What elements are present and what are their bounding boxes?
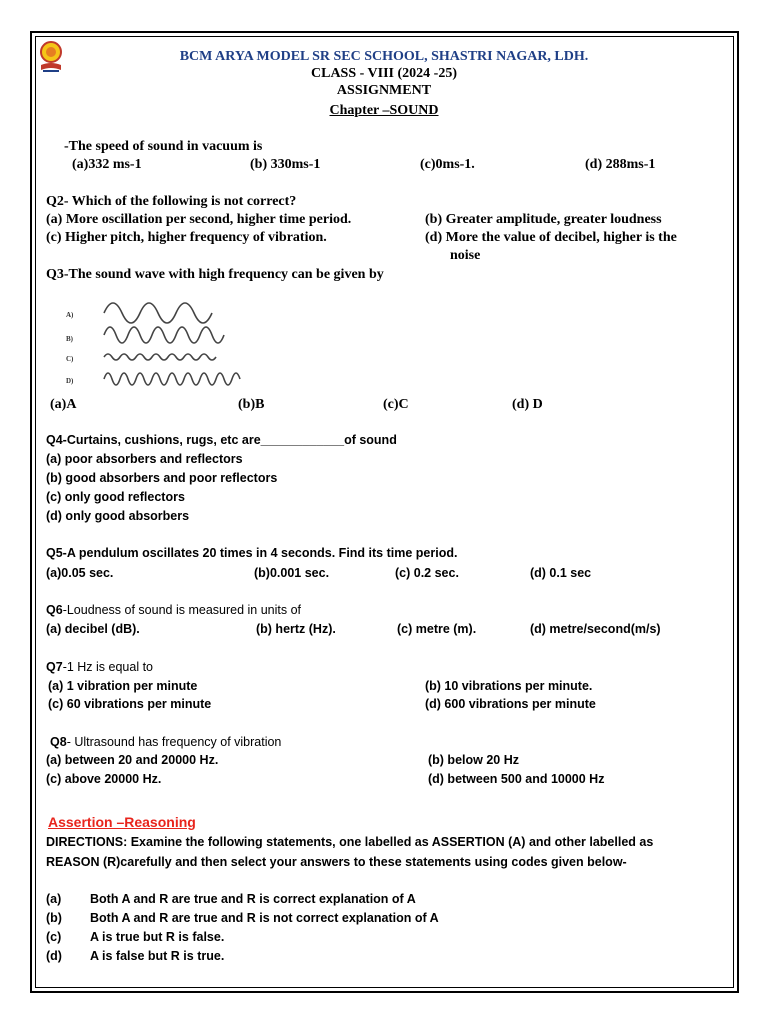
q6-text: -Loudness of sound is measured in units of — [62, 603, 302, 617]
wave-label-b: B) — [66, 335, 73, 343]
wave-label-c: C) — [66, 355, 74, 363]
code-b-key: (b) — [46, 911, 62, 925]
wave-label-a: A) — [66, 311, 74, 319]
q7-option-c: (c) 60 vibrations per minute — [48, 697, 212, 711]
q8-option-a: (a) between 20 and 20000 Hz. — [46, 753, 219, 767]
wave-d — [104, 373, 240, 385]
q4-option-b: (b) good absorbers and poor reflectors — [46, 471, 278, 485]
q7-label: Q7 — [46, 660, 63, 674]
q3-option-b: (b)B — [238, 397, 265, 412]
wave-diagram — [64, 297, 249, 389]
directions-line-2: REASON (R)carefully and then select your answers to these statements using codes given below- — [46, 855, 627, 869]
q5-text: Q5-A pendulum oscillates 20 times in 4 seconds. Find its time period. — [46, 546, 458, 560]
q2-option-d-cont: noise — [450, 248, 481, 263]
q7-option-d: (d) 600 vibrations per minute — [425, 697, 596, 711]
q3-option-c: (c)C — [383, 397, 409, 412]
q2-option-a: (a) More oscillation per second, higher time period. — [46, 212, 352, 227]
q2-option-d: (d) More the value of decibel, higher is the — [425, 230, 677, 245]
q8-option-d: (d) between 500 and 10000 Hz — [428, 772, 605, 786]
q7-option-a: (a) 1 vibration per minute — [48, 679, 198, 693]
q8-label: Q8 — [50, 735, 67, 749]
q5-option-d: (d) 0.1 sec — [530, 566, 592, 580]
wave-c — [104, 354, 216, 360]
code-a-text: Both A and R are true and R is correct explanation of A — [90, 892, 416, 906]
school-name: BCM ARYA MODEL SR SEC SCHOOL, SHASTRI NAGAR, LDH. — [179, 49, 589, 64]
q2-option-c: (c) Higher pitch, higher frequency of vibration. — [46, 230, 327, 245]
q7-option-b: (b) 10 vibrations per minute. — [425, 679, 593, 693]
q2-text: Q2- Which of the following is not correct? — [46, 194, 297, 209]
class-title: CLASS - VIII (2024 -25) — [311, 66, 457, 81]
q2-option-b: (b) Greater amplitude, greater loudness — [425, 212, 662, 227]
code-d-key: (d) — [46, 949, 62, 963]
code-d-text: A is false but R is true. — [90, 949, 225, 963]
q7-text: -1 Hz is equal to — [62, 660, 154, 674]
q1-option-d: (d) 288ms-1 — [585, 157, 656, 172]
q6-option-b: (b) hertz (Hz). — [256, 622, 336, 636]
q5-option-b: (b)0.001 sec. — [254, 566, 330, 580]
wave-a — [104, 303, 212, 323]
q1-option-c: (c)0ms-1. — [420, 157, 475, 172]
q5-option-a: (a)0.05 sec. — [46, 566, 114, 580]
code-b-text: Both A and R are true and R is not correct explanation of A — [90, 911, 439, 925]
q8-option-b: (b) below 20 Hz — [428, 753, 519, 767]
wave-b — [104, 327, 224, 343]
q7-question — [46, 661, 153, 674]
code-c-key: (c) — [46, 930, 62, 944]
q6-option-a: (a) decibel (dB). — [46, 622, 140, 636]
q4-option-a: (a) poor absorbers and reflectors — [46, 452, 243, 466]
assignment-title: ASSIGNMENT — [336, 83, 432, 98]
q8-text: - Ultrasound has frequency of vibration — [66, 735, 282, 749]
q1-text: -The speed of sound in vacuum is — [64, 139, 263, 154]
q4-text: Q4-Curtains, cushions, rugs, etc are____________of sound — [46, 433, 397, 447]
q3-option-a: (a)A — [50, 397, 77, 412]
q1-option-b: (b) 330ms-1 — [250, 157, 321, 172]
q5-option-c: (c) 0.2 sec. — [395, 566, 459, 580]
assertion-heading: Assertion –Reasoning — [48, 814, 196, 830]
code-c-text: A is true but R is false. — [90, 930, 225, 944]
q6-option-c: (c) metre (m). — [397, 622, 477, 636]
chapter-title: Chapter –SOUND — [329, 103, 439, 118]
q8-question — [50, 736, 281, 749]
code-a-key: (a) — [46, 892, 62, 906]
wave-label-d: D) — [66, 377, 74, 385]
q4-option-d: (d) only good absorbers — [46, 509, 190, 523]
q6-option-d: (d) metre/second(m/s) — [530, 622, 661, 636]
q3-text: Q3-The sound wave with high frequency can be given by — [46, 267, 384, 282]
q6-question — [46, 604, 301, 617]
q3-option-d: (d) D — [512, 397, 543, 412]
q6-label: Q6 — [46, 603, 63, 617]
q1-option-a: (a)332 ms-1 — [72, 157, 142, 172]
q8-option-c: (c) above 20000 Hz. — [46, 772, 162, 786]
directions-line-1: DIRECTIONS: Examine the following statements, one labelled as ASSERTION (A) and other labelled as — [46, 835, 654, 849]
q4-option-c: (c) only good reflectors — [46, 490, 185, 504]
